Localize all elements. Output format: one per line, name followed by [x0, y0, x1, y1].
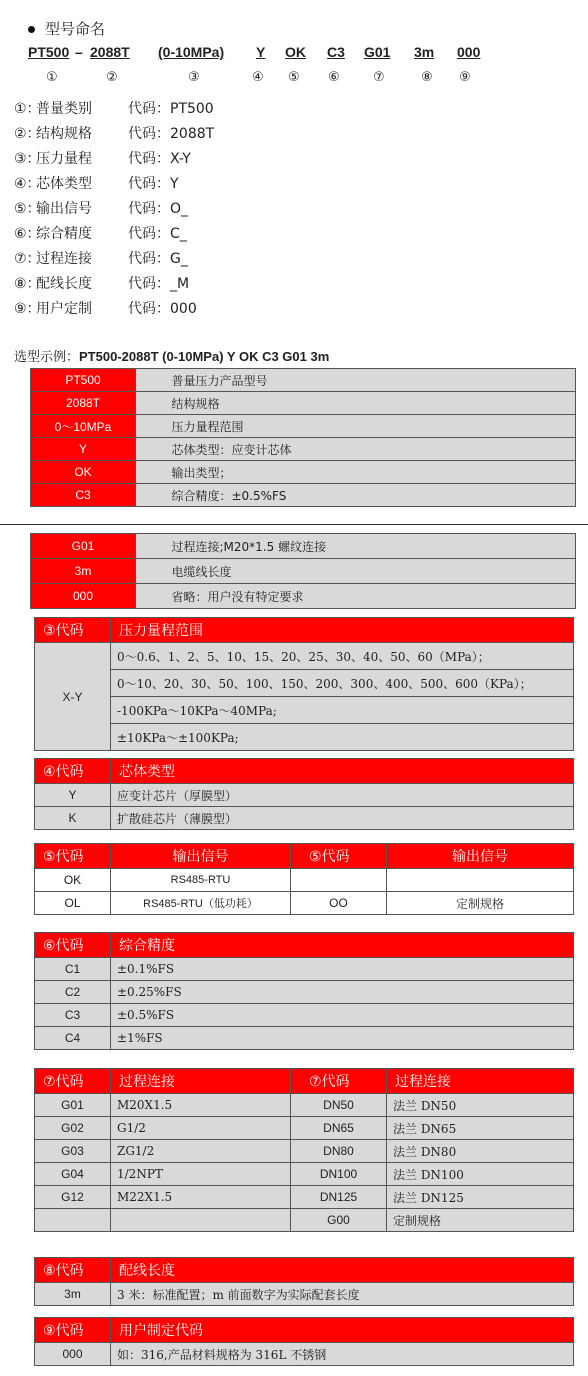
table-cell: 省略：用户没有特定要求	[162, 584, 576, 609]
table-cell: 综合精度：±0.5%FS	[162, 484, 576, 507]
table-cell: ±0.25%FS	[111, 981, 574, 1004]
table-header	[35, 933, 574, 958]
table-cell: 压力量程范围	[162, 415, 576, 438]
table-cell: C4	[35, 1027, 111, 1050]
table-cell	[136, 534, 162, 559]
code-segment: Y	[256, 44, 266, 60]
table-header	[35, 618, 574, 643]
table-cell: DN125	[291, 1186, 387, 1209]
table-header	[35, 1318, 574, 1343]
table-cell: -100KPa～10KPa～40MPa;	[111, 697, 574, 724]
table-cell: DN50	[291, 1094, 387, 1117]
table-cell: 综合精度	[111, 933, 574, 958]
table-row	[35, 1140, 574, 1163]
table-cell	[35, 1209, 111, 1232]
table-cell	[111, 1209, 291, 1232]
table-cell	[136, 415, 162, 438]
naming-item: ③：压力量程 代码：X-Y	[14, 151, 191, 167]
table-cell: 用户制定代码	[111, 1318, 574, 1343]
table-cell: DN100	[291, 1163, 387, 1186]
table-cell: ⑦代码	[291, 1069, 387, 1094]
table-cell: G01	[35, 1094, 111, 1117]
table-cell: G12	[35, 1186, 111, 1209]
naming-item: ⑤：输出信号 代码：O_	[14, 201, 189, 217]
table-cell: G03	[35, 1140, 111, 1163]
table-cell: 过程连接;M20*1.5 螺纹连接	[162, 534, 576, 559]
table-cell	[291, 869, 387, 892]
table-cell: M20X1.5	[111, 1094, 291, 1117]
table-cell: C3	[31, 484, 136, 507]
table-cell: PT500	[31, 369, 136, 392]
table-cell: 2088T	[31, 392, 136, 415]
table-row	[31, 369, 576, 392]
table-header	[35, 844, 574, 869]
table-cell: C1	[35, 958, 111, 981]
table-row	[31, 461, 576, 484]
model-number-line	[28, 70, 578, 92]
table-cell: 压力量程范围	[111, 618, 574, 643]
table-cell: OK	[35, 869, 111, 892]
table-cell: 扩散硅芯片（薄膜型）	[111, 807, 574, 830]
table-cell	[136, 484, 162, 507]
table-cell: G02	[35, 1117, 111, 1140]
table-header	[35, 1069, 574, 1094]
table-row	[31, 438, 576, 461]
range-table	[34, 617, 574, 751]
table-row	[35, 670, 574, 697]
table-cell: 定制规格	[387, 1209, 574, 1232]
position-number: ②	[106, 70, 118, 85]
table-cell: 法兰 DN80	[387, 1140, 574, 1163]
naming-item: ①：普量类别 代码：PT500	[14, 101, 214, 117]
table-row	[35, 1283, 574, 1306]
naming-item: ⑨：用户定制 代码：000	[14, 301, 197, 317]
code-segment: 2088T	[90, 44, 130, 60]
code-segment: G01	[364, 44, 391, 60]
table-cell: 芯体类型：应变计芯体	[162, 438, 576, 461]
table-cell: 3 米：标准配置；m 前面数字为实际配套长度	[111, 1283, 574, 1306]
table-cell: Y	[31, 438, 136, 461]
table-cell: 输出信号	[111, 844, 291, 869]
table-cell: K	[35, 807, 111, 830]
code-segment: (0-10MPa)	[158, 44, 225, 60]
table-cell: 0～10、20、30、50、100、150、200、300、400、500、600（KPa）；	[111, 670, 574, 697]
table-cell: 普量压力产品型号	[162, 369, 576, 392]
position-number: ⑥	[328, 70, 340, 85]
position-number: ⑦	[373, 70, 385, 85]
table-cell: ±0.1%FS	[111, 958, 574, 981]
table-cell: Y	[35, 784, 111, 807]
table-cell: G1/2	[111, 1117, 291, 1140]
table-row	[35, 869, 574, 892]
code-segment: OK	[285, 44, 306, 60]
table-cell: ⑤代码	[35, 844, 111, 869]
table-cell: ⑧代码	[35, 1258, 111, 1283]
table-header	[35, 1258, 574, 1283]
table-cell: ±10KPa～±100KPa;	[111, 724, 574, 751]
bullet-icon	[28, 26, 35, 33]
table-cell	[136, 559, 162, 584]
code-segment: 3m	[414, 44, 435, 60]
position-number: ⑧	[421, 70, 433, 85]
table-cell: G04	[35, 1163, 111, 1186]
table-row	[31, 534, 576, 559]
table-cell: ⑥代码	[35, 933, 111, 958]
table-cell	[136, 461, 162, 484]
table-row	[31, 559, 576, 584]
table-cell: 定制规格	[387, 892, 574, 915]
table-cell: ⑨代码	[35, 1318, 111, 1343]
table-cell: 输出类型；	[162, 461, 576, 484]
table-row	[35, 1004, 574, 1027]
table-cell: 法兰 DN125	[387, 1186, 574, 1209]
table-row	[35, 1094, 574, 1117]
table-cell	[136, 438, 162, 461]
table-cell: 法兰 DN65	[387, 1117, 574, 1140]
table-cell: ZG1/2	[111, 1140, 291, 1163]
position-number: ⑨	[459, 70, 471, 85]
table-row	[35, 1343, 574, 1366]
table-cell: OO	[291, 892, 387, 915]
position-number: ①	[46, 70, 58, 85]
table-cell: ±0.5%FS	[111, 1004, 574, 1027]
table-cell: 输出信号	[387, 844, 574, 869]
table-row	[35, 1117, 574, 1140]
table-cell: DN65	[291, 1117, 387, 1140]
model-code-line	[28, 44, 578, 70]
code-segment: 000	[457, 44, 481, 60]
table-cell: 0～10MPa	[31, 415, 136, 438]
table-cell: RS485-RTU（低功耗）	[111, 892, 291, 915]
table-cell: G01	[31, 534, 136, 559]
table-cell: M22X1.5	[111, 1186, 291, 1209]
table-row	[35, 1163, 574, 1186]
table-row	[35, 1027, 574, 1050]
table-row	[35, 1186, 574, 1209]
table-row	[35, 1209, 574, 1232]
output-table	[34, 843, 574, 915]
table-cell: 法兰 DN50	[387, 1094, 574, 1117]
table-row	[35, 724, 574, 751]
table-cell: 000	[31, 584, 136, 609]
table-cell: ③代码	[35, 618, 111, 643]
table-row	[35, 958, 574, 981]
core-table	[34, 758, 574, 830]
table-row	[35, 981, 574, 1004]
table-cell: 0～0.6、1、2、5、10、15、20、25、30、40、50、60（MPa）；	[111, 643, 574, 670]
table-cell: DN80	[291, 1140, 387, 1163]
table-row	[31, 484, 576, 507]
table-cell: ⑦代码	[35, 1069, 111, 1094]
table-cell: 如：316,产品材料规格为 316L 不锈钢	[111, 1343, 574, 1366]
naming-title: 型号命名	[28, 18, 105, 39]
table-cell: 000	[35, 1343, 111, 1366]
table-cell: ④代码	[35, 759, 111, 784]
table-row	[35, 807, 574, 830]
table-cell: 配线长度	[111, 1258, 574, 1283]
table-row	[31, 415, 576, 438]
position-number: ⑤	[288, 70, 300, 85]
naming-item: ⑧：配线长度 代码：_M	[14, 276, 190, 292]
naming-item: ⑦：过程连接 代码：G_	[14, 251, 188, 267]
table-cell: 电缆线长度	[162, 559, 576, 584]
naming-item: ②：结构规格 代码：2088T	[14, 126, 215, 142]
table-cell: 结构规格	[162, 392, 576, 415]
table-cell: ±1%FS	[111, 1027, 574, 1050]
table-cell: 芯体类型	[111, 759, 574, 784]
code-segment: PT500	[28, 44, 70, 60]
table-cell	[136, 584, 162, 609]
table-cell: 3m	[31, 559, 136, 584]
table-cell	[136, 392, 162, 415]
naming-item: ⑥：综合精度 代码：C_	[14, 226, 187, 242]
table-cell: ⑤代码	[291, 844, 387, 869]
table-row	[31, 584, 576, 609]
table-cell: 3m	[35, 1283, 111, 1306]
example-table-continued	[30, 533, 576, 609]
table-cell: 过程连接	[111, 1069, 291, 1094]
table-cell: 过程连接	[387, 1069, 574, 1094]
example-table	[30, 368, 576, 507]
position-number: ④	[252, 70, 264, 85]
table-cell: 法兰 DN100	[387, 1163, 574, 1186]
table-row	[35, 697, 574, 724]
accuracy-table	[34, 932, 574, 1050]
table-cell: 应变计芯片（厚膜型）	[111, 784, 574, 807]
table-row	[31, 392, 576, 415]
table-row	[35, 892, 574, 915]
table-cell: OL	[35, 892, 111, 915]
table-cell: G00	[291, 1209, 387, 1232]
table-cell: RS485-RTU	[111, 869, 291, 892]
code-segment: C3	[327, 44, 345, 60]
table-row	[35, 643, 574, 670]
naming-item: ④：芯体类型 代码：Y	[14, 176, 179, 192]
table-row	[35, 784, 574, 807]
table-cell: OK	[31, 461, 136, 484]
table-cell	[387, 869, 574, 892]
example-heading: 选型示例：PT500-2088T (0-10MPa) Y OK C3 G01 3m	[14, 349, 330, 365]
custom-table	[34, 1317, 574, 1366]
table-cell: 1/2NPT	[111, 1163, 291, 1186]
wiring-table	[34, 1257, 574, 1306]
page-divider	[0, 524, 588, 525]
position-number: ③	[188, 70, 200, 85]
table-cell: X-Y	[35, 643, 111, 751]
table-cell	[136, 369, 162, 392]
table-header	[35, 759, 574, 784]
table-cell: C3	[35, 1004, 111, 1027]
code-dash: –	[75, 44, 83, 60]
process-table	[34, 1068, 574, 1232]
table-cell: C2	[35, 981, 111, 1004]
